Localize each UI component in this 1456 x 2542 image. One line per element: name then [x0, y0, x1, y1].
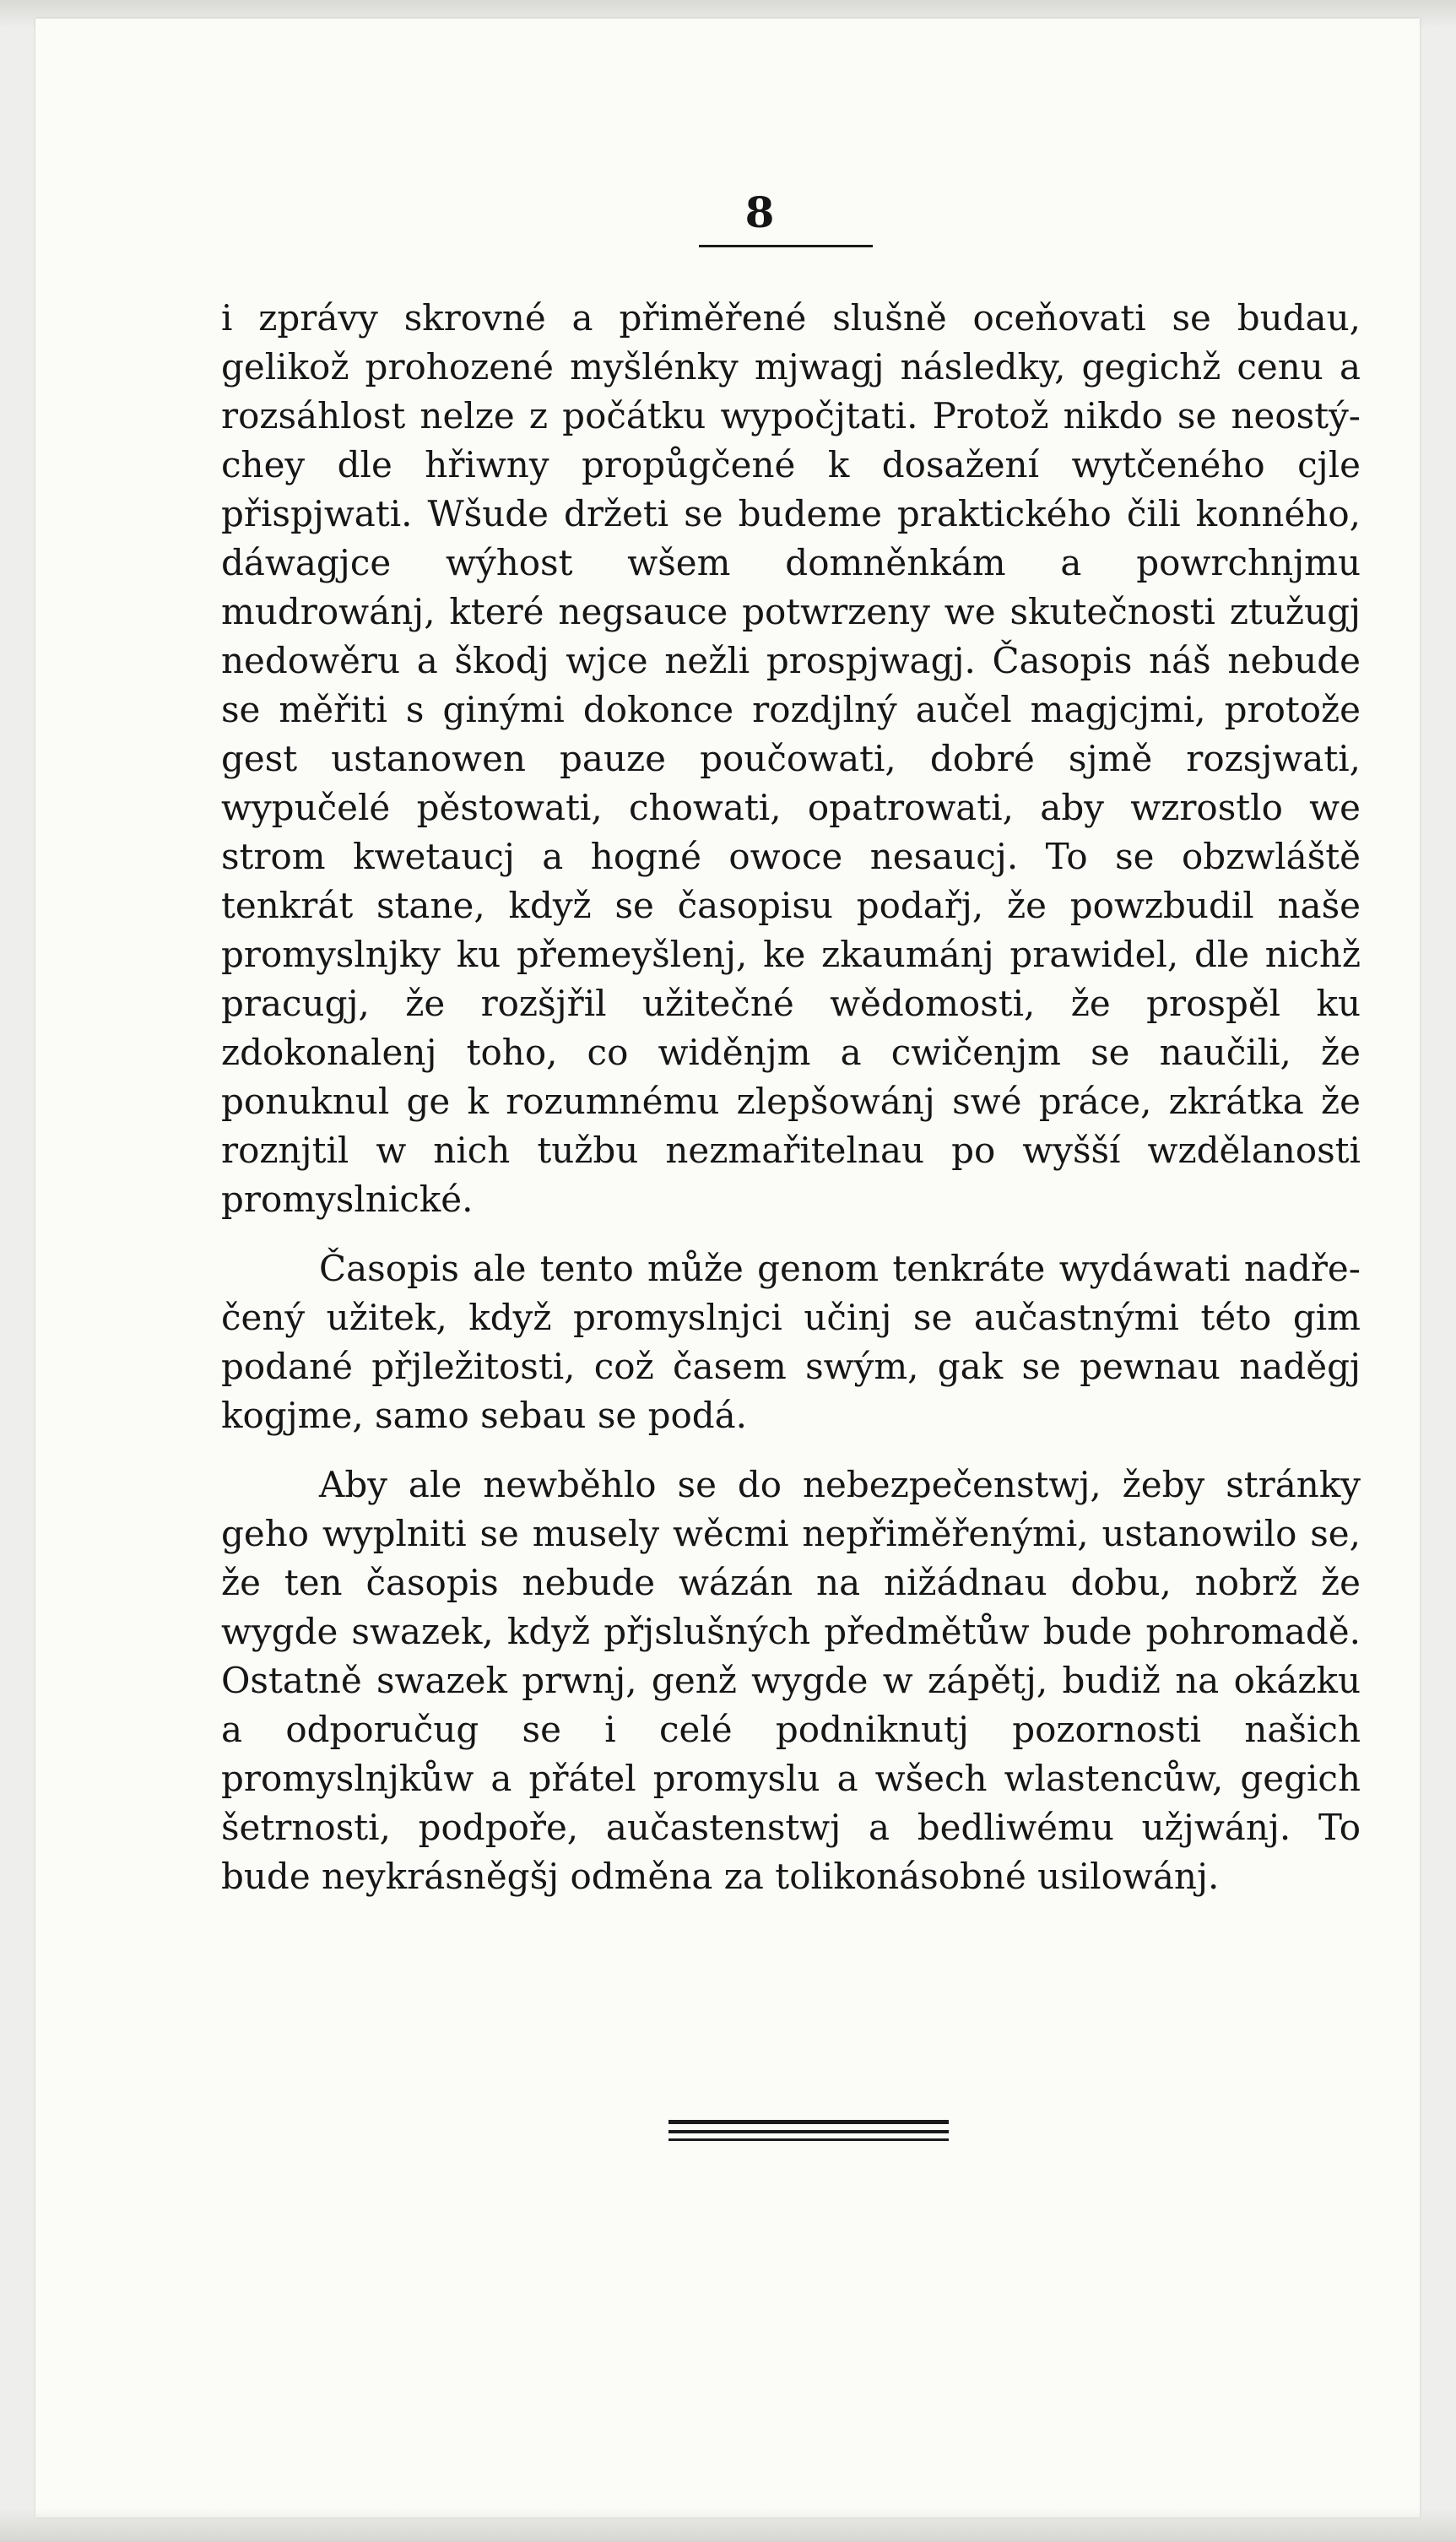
- end-rule-middle: [668, 2130, 949, 2133]
- page-number: 8: [744, 187, 775, 237]
- paragraph-3: Aby ale newběhlo se do nebezpečenstwj, žeby stránky geho wyplniti se musely wěcmi nepřiměřenými, ustanowilo se, že ten časopis nebude wázán na nižádnau dobu, nobrž že wygde swazek, když přjslušných předmětůw bude pohromadě. Ostatně swazek prwnj, genž wygde w zápětj, budiž na okázku a odporučug se i celé podniknutj pozornosti našich promyslnjkůw a přátel promyslu a wšech wlastencůw, gegich šetrnosti, podpoře, aučastenstwj a bedliwému užjwánj. To bude neykrásněgšj odměna za tolikonásobné usilowánj.: [221, 1464, 1361, 1897]
- body-text: [221, 294, 1361, 1901]
- paragraph-1: i zprávy skrovné a přiměřené slušně oceňovati se budau, gelikož prohozené myšlénky mjwagj následky, gegichž cenu a rozsáhlost nelze z počátku wypočjtati. Protož nikdo se neostýchey dle hřiwny propůgčené k dosažení wytčeného cjle přispjwati. Wšude držeti se budeme praktického čili konného, dáwagjce wýhost wšem domněnkám a powrchnjmu mudrowánj, které negsauce potwrzeny we skutečnosti ztužugj nedowěru a škodj wjce nežli prospjwagj. Časopis náš nebude se měřiti s ginými dokonce rozdjlný aučel magjcjmi, protože gest ustanowen pauze poučowati, dobré sjmě rozsjwati, wypučelé pěstowati, chowati, opatrowati, aby wzrostlo we strom kwetaucj a hogné owoce nesaucj. To se obzwláště tenkrát stane, když se časopisu podařj, že powzbudil naše promyslnjky ku přemeyšlenj, ke zkaumánj prawidel, dle nichž pracugj, že rozšjřil užitečné wědomosti, že prospěl ku zdokonalenj toho, co widěnjm a cwičenjm se naučili, že ponuknul ge k rozumnému zlepšowánj swé práce, zkrátka že roznjtil w nich tužbu nezmařitelnau po wyšší wzdělanosti promyslnické.: [221, 297, 1361, 1220]
- page-number-rule: [699, 245, 873, 247]
- paragraph-2: Časopis ale tento může genom tenkráte wydáwati nadřečený užitek, když promyslnjci učinj se aučastnými této gim podané přjležitosti, což časem swým, gak se pewnau naděgj kogjme, samo sebau se podá.: [221, 1248, 1361, 1436]
- end-rule-bottom: [668, 2138, 949, 2141]
- end-rule-top: [668, 2120, 949, 2124]
- scan-edge-bottom: [0, 2508, 1456, 2542]
